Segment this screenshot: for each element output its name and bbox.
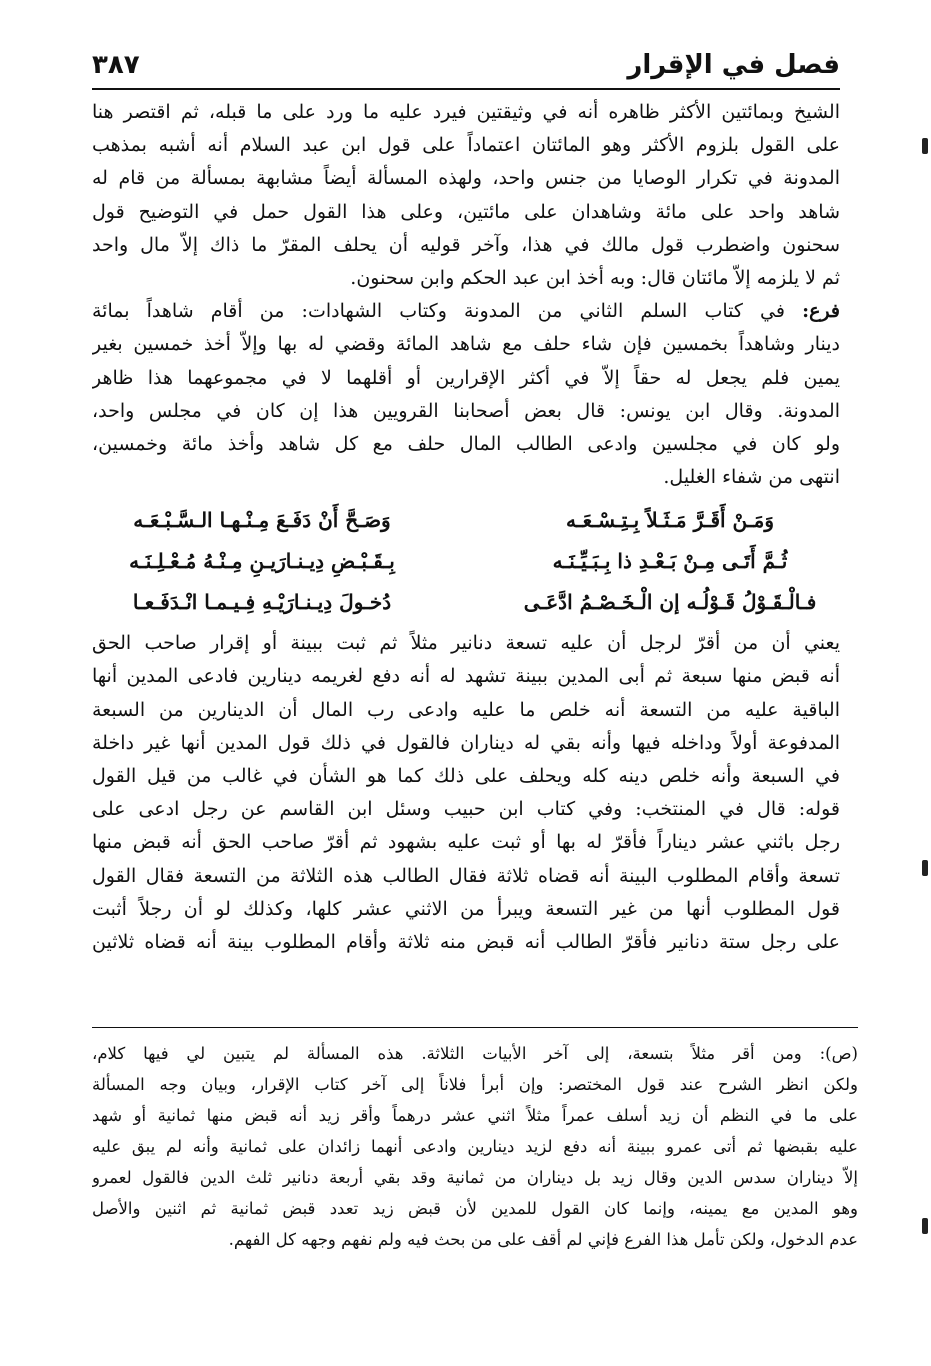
- text-line: تسعة وأقام المطلوب البينة أنه قضاه ثلاثة فقال الطالب هذه الثلاثة من التسعة فقال القول: [92, 864, 840, 887]
- text-line: [92, 295, 840, 328]
- footnote-line: عدم الدخول، ولكن تأمل هذا الفرع فإني لم أقف على من بحث فيه ولم نفهم وجهه كل الفهم.: [228, 1230, 858, 1249]
- verse-first-hemistich: فـالْـقَـوْلُ قَـوْلُـه إن الْـخَـصْـمُ ادَّعَـى: [523, 590, 817, 615]
- text-line: ثم لا يلزمه إلاّ مائتان قال: وبه أخذ ابن عبد الحكم وابن سحنون.: [350, 266, 840, 289]
- footnote-rule: [92, 1027, 858, 1028]
- paragraph-2: [92, 295, 840, 494]
- text-line: سحنون واضطرب قول مالك في هذا، وآخر قوليه أن يحلف المقرّ ما ذاك إلاّ مال واحد: [92, 233, 840, 256]
- text-line: في السبعة وأنه خلص دينه كله ويحلف على ذلك كما هو الشأن في غالب من قيل القول: [92, 765, 840, 787]
- text-span: في كتاب السلم الثاني من المدونة وكتاب الشهادات: من أقام شاهداً بمائة: [92, 300, 785, 323]
- main-text: [92, 96, 840, 959]
- verse: [92, 541, 840, 582]
- branch-label: فرع:: [802, 300, 840, 323]
- text-line: قوله: قال في المنتخب: وفي كتاب ابن حبيب وسئل ابن القاسم عن رجل ادعى على: [92, 798, 840, 821]
- footnote-line: إلاّ ديناران سدس الدين وقال زيد بل ديناران من ثمانية وقد بقي أربعة دنانير ثلث الدين فالقول لعمرو: [92, 1168, 858, 1187]
- footnote-line: على ما في النظم أن زيد أسلف عمراً مثلاً اثني عشر درهماً وأقر زيد أنه قبض منها ثمانية أو شهد: [92, 1106, 858, 1125]
- text-line: المدفوعة أولاً وداخله فيها وأنه بقي له ديناران فالقول في ذلك قول المدين أنها غير داخلة: [92, 731, 840, 754]
- text-line: الباقية عليه من التسعة أنه خلص ما عليه وادعى رب المال أن الدينارين من السبعة: [92, 698, 840, 721]
- paragraph-1: [92, 96, 840, 295]
- page-number: ٣٨٧: [92, 50, 140, 80]
- header-rule: [92, 88, 840, 90]
- text-line: على القول بلزوم الأكثر وهو المائتان اعتماداً على قول ابن عبد السلام أنه أشبه بمذهب: [92, 134, 840, 157]
- verse-second-hemistich: وَصَـحَّ أَنْ دَفَـعَ مِـنْـهـا الـسَّـبْـعَـه: [133, 508, 391, 533]
- footnote-line: عليه بقبضها ثم أتى عمرو ببينة أنه دفع لزيد دينارين وادعى أنهما زائدان على ثمانية وأنه لم يبق عليه: [92, 1137, 858, 1156]
- text-line: يمين فلم يجعل له حقاً إلاّ في أكثر الإقرارين أو أقلهما لا في مجموعهما هذا ظاهر: [92, 366, 840, 389]
- page-header: [92, 44, 840, 90]
- chapter-title: فصل في الإقرار: [627, 50, 840, 80]
- scan-mark: [922, 860, 928, 876]
- paragraph-3: [92, 627, 840, 959]
- footnote-line: ولكن انظر الشرح عند قول المختصر: وإن أبرأ فلاناً إلى آخر كتاب الإقرار، وبيان وجه المسألة: [92, 1075, 858, 1094]
- text-line: على رجل ستة دنانير فأقرّ الطالب أنه قبض منه ثلاثة وأقام المطلوب بينة أنه قضاه ثلاثين: [92, 930, 840, 953]
- verse-second-hemistich: بِـقَـبْـضِ دِيـنـارَيـنِ مِـنْـهُ مُـعْـلِـنَـه: [129, 549, 395, 574]
- poem: [92, 500, 840, 623]
- verse-first-hemistich: وَمَـنْ أَقَـرَّ مَـثَـلاً بِـتِـسْـعَـه: [565, 508, 774, 533]
- scan-mark: [922, 1218, 928, 1234]
- text-line: شاهد واحد على مائة وشاهدان على مائتين، وعلى هذا القول حمل في التوضيح قول: [92, 200, 840, 223]
- text-line: دينار وشاهداً بخمسين فإن شاء حلف مع شاهد المائة وقضي له بها وإلاّ أخذ خمسين بغير: [92, 333, 840, 356]
- footnotes: [92, 1038, 858, 1255]
- text-line: يعني أن من أقرّ لرجل أن عليه تسعة دنانير مثلاً ثم ثبت ببينة أو إقرار صاحب الحق: [92, 632, 840, 655]
- text-line: أنه قبض منها سبعة ثم أبى المدين ببينة تشهد له أنه دفع لغريمه دينارين فادعى المدين أنها: [92, 665, 840, 688]
- text-line: الشيخ وبمائتين الأكثر ظاهره أنه في وثيقتين فيرد عليه ما ورد على ما قبله، ثم اقتصر هنا: [92, 101, 840, 123]
- scan-mark: [922, 138, 928, 154]
- text-line: انتهى من شفاء الغليل.: [663, 466, 840, 489]
- verse-first-hemistich: ثُـمَّ أَتَـى مِـنْ بَـعْـدِ ذا بِـبَـيِّـنَـه: [552, 549, 788, 574]
- text-line: ولو كان في مجلسين وادعى الطالب المال حلف مع كل شاهد وأخذ مائة وخمسين،: [92, 432, 840, 455]
- text-line: قول المطلوب أنها من غير التسعة ويبرأ من الاثني عشر كلها، وكذلك لو أن رجلاً أثبت: [92, 897, 840, 920]
- verse: [92, 582, 840, 623]
- text-line: المدونة في تكرار الوصايا من جنس واحد، ولهذه المسألة أيضاً مشابهة بمسألة من قام له: [92, 167, 840, 190]
- footnote-line: (ص): ومن أقر مثلاً بتسعة، إلى آخر الأبيات الثلاثة. هذه المسألة لم يتبين لي فيها كلام،: [92, 1044, 858, 1063]
- text-line: رجل باثني عشر ديناراً فأقرّ له بها أو ثبت عليه بشهود ثم أقرّ صاحب الحق أنه قبض منها: [92, 831, 840, 854]
- verse-second-hemistich: دُخـولَ دِيـنـارَيْـهِ فِـيـمـا انْـدَفَـعـا: [132, 590, 392, 615]
- text-line: المدونة. وقال ابن يونس: قال بعض أصحابنا القرويين هذا إن كان في مجلس واحد،: [92, 399, 840, 422]
- verse: [92, 500, 840, 541]
- footnote-line: وهو المدين مع يمينه، وإنما كان القول للمدين لأن قبض زيد تعدد قبض ثمانية ثم اثنين والأصل: [92, 1199, 858, 1218]
